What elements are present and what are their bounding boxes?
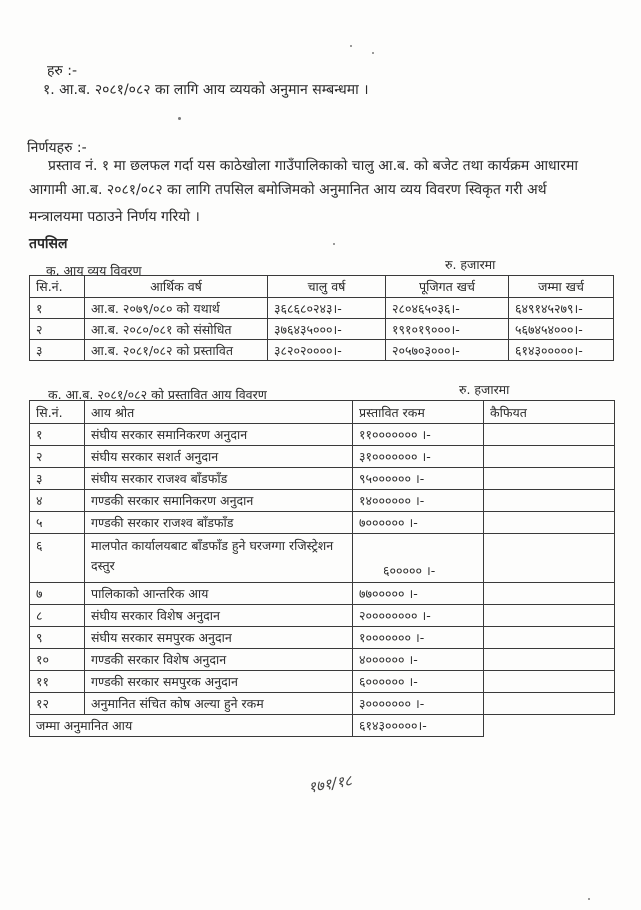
col-header-proposed-amount: प्रस्तावित रकम <box>353 401 484 424</box>
cell-income-source: संघीय सरकार विशेष अनुदान <box>85 605 353 627</box>
cell-remarks <box>484 424 615 446</box>
table-row <box>30 424 615 446</box>
cell-proposed-amount: ७०००००० ।- <box>353 512 484 534</box>
col-header-income-source: आय श्रोत <box>85 401 353 424</box>
cell-remarks <box>484 468 615 490</box>
cell-sn: ९ <box>30 627 85 649</box>
table-row <box>30 627 615 649</box>
decision-line-1: प्रस्ताव नं. १ मा छलफल गर्दा यस काठेखोला गाउँपालिकाको चालु आ.ब. को बजेट तथा कार्यक्रम आधारमा <box>48 158 578 174</box>
table-row <box>30 340 614 361</box>
cell-income-source: संघीय सरकार समपुरक अनुदान <box>85 627 353 649</box>
table-row <box>30 319 614 340</box>
col-header-sn: सि.नं. <box>30 401 85 424</box>
cell-remarks <box>484 512 615 534</box>
cell-sn: १ <box>30 424 85 446</box>
table1-unit: रु. हजारमा <box>445 257 496 272</box>
cell-current: ३८२०२००००।- <box>268 340 386 361</box>
cell-capital: १९१०१९०००।- <box>386 319 509 340</box>
total-label: जम्मा अनुमानित आय <box>30 715 353 737</box>
cell-remarks <box>484 446 615 468</box>
signature: १७१/१८ <box>306 771 354 797</box>
cell-remarks <box>484 627 615 649</box>
col-header-current: चालु वर्ष <box>268 276 386 298</box>
col-header-sn: सि.नं. <box>30 276 85 298</box>
cell-proposed-amount: ९५०००००० ।- <box>353 468 484 490</box>
cell-sn: ११ <box>30 671 85 693</box>
table-row <box>30 468 615 490</box>
cell-sn: २ <box>30 446 85 468</box>
cell-income-source: संघीय सरकार राजश्व बाँडफाँड <box>85 468 353 490</box>
table-row <box>30 512 615 534</box>
table2-unit: रु. हजारमा <box>459 382 510 397</box>
cell-current: ३६८६८०२४३।- <box>268 298 386 319</box>
agenda-item: १. आ.ब. २०८१/०८२ का लागि आय व्ययको अनुमान सम्बन्धमा । <box>43 82 369 98</box>
cell-capital: २८०४६५०३६।- <box>386 298 509 319</box>
table-row <box>30 649 615 671</box>
cell-remarks <box>484 605 615 627</box>
decision-line-3: मन्त्रालयमा पठाउने निर्णय गरियो । <box>29 209 200 225</box>
cell-proposed-amount: ४०००००० ।- <box>353 649 484 671</box>
cell-income-source: गण्डकी सरकार समपुरक अनुदान <box>85 671 353 693</box>
income-expense-table <box>29 275 614 361</box>
table-header-row <box>30 401 615 424</box>
cell-remarks <box>484 583 615 605</box>
table-row <box>30 583 615 605</box>
cell-sn: २ <box>30 319 85 340</box>
cell-proposed-amount: ३००००००० ।- <box>353 693 484 715</box>
cell-sn: १० <box>30 649 85 671</box>
agenda-heading: हरु :- <box>47 63 78 79</box>
cell-sn: ३ <box>30 340 85 361</box>
cell-fiscal-year: आ.ब. २०८०/०८१ को संसोधित <box>85 319 268 340</box>
cell-proposed-amount: ३१००००००० ।- <box>353 446 484 468</box>
cell-proposed-amount: ११००००००० ।- <box>353 424 484 446</box>
cell-current: ३७६४३५०००।- <box>268 319 386 340</box>
tapsil-label: तपसिल <box>29 236 68 252</box>
cell-remarks <box>484 649 615 671</box>
cell-income-source: अनुमानित संचित कोष अल्या हुने रकम <box>85 693 353 715</box>
col-header-capital: पूजिगत खर्च <box>386 276 509 298</box>
cell-sn: १२ <box>30 693 85 715</box>
cell-proposed-amount: १००००००० ।- <box>353 627 484 649</box>
cell-total: ५६७४५४०००।- <box>509 319 614 340</box>
cell-income-source: पालिकाको आन्तरिक आय <box>85 583 353 605</box>
cell-proposed-amount: २०००००००० ।- <box>353 605 484 627</box>
cell-remarks <box>484 490 615 512</box>
cell-income-source: गण्डकी सरकार राजश्व बाँडफाँड <box>85 512 353 534</box>
table-row <box>30 446 615 468</box>
cell-proposed-amount: ६०००००० ।- <box>353 671 484 693</box>
cell-sn: ३ <box>30 468 85 490</box>
col-header-remarks: कैफियत <box>484 401 615 424</box>
table-header-row <box>30 276 614 298</box>
cell-fiscal-year: आ.ब. २०८१/०८२ को प्रस्तावित <box>85 340 268 361</box>
cell-income-source: गण्डकी सरकार समानिकरण अनुदान <box>85 490 353 512</box>
table-row <box>30 693 615 715</box>
cell-fiscal-year: आ.ब. २०७९/०८० को यथार्थ <box>85 298 268 319</box>
decision-line-2: आगामी आ.ब. २०८१/०८२ का लागि तपसिल बमोजिमको अनुमानित आय व्यय विवरण स्विकृत गरी अर्थ <box>29 182 547 198</box>
cell-sn: ८ <box>30 605 85 627</box>
cell-proposed-amount: १४०००००० ।- <box>353 490 484 512</box>
col-header-fiscal-year: आर्थिक वर्ष <box>85 276 268 298</box>
cell-capital: २०५७०३०००।- <box>386 340 509 361</box>
cell-sn: ५ <box>30 512 85 534</box>
cell-sn: ७ <box>30 583 85 605</box>
table-row <box>30 490 615 512</box>
cell-sn: ६ <box>30 534 85 583</box>
table-row <box>30 534 615 583</box>
cell-income-source: मालपोत कार्यालयबाट बाँडफाँड हुने घरजग्गा रजिस्ट्रेशन दस्तुर <box>85 534 353 583</box>
col-header-total: जम्मा खर्च <box>509 276 614 298</box>
cell-remarks <box>484 693 615 715</box>
table-row <box>30 605 615 627</box>
cell-remarks <box>484 534 615 583</box>
cell-total: ६१४३०००००।- <box>509 340 614 361</box>
decision-heading: निर्णयहरु :- <box>27 140 87 156</box>
cell-sn: ४ <box>30 490 85 512</box>
cell-proposed-amount: ७७००००० ।- <box>353 583 484 605</box>
cell-sn: १ <box>30 298 85 319</box>
proposed-income-table <box>29 400 615 737</box>
table2-caption: क. आ.ब. २०८१/०८२ को प्रस्तावित आय विवरण <box>48 387 267 402</box>
cell-income-source: संघीय सरकार सशर्त अनुदान <box>85 446 353 468</box>
table-total-row <box>30 715 615 737</box>
total-value: ६१४३०००००।- <box>353 715 484 737</box>
table-row <box>30 671 615 693</box>
cell-total: ६४९१४५२७९।- <box>509 298 614 319</box>
cell-remarks <box>484 671 615 693</box>
table1-caption: क. आय व्यय विवरण <box>46 263 142 278</box>
cell-income-source: गण्डकी सरकार विशेष अनुदान <box>85 649 353 671</box>
cell-proposed-amount: ६००००० ।- <box>353 534 484 583</box>
table-row <box>30 298 614 319</box>
cell-income-source: संघीय सरकार समानिकरण अनुदान <box>85 424 353 446</box>
